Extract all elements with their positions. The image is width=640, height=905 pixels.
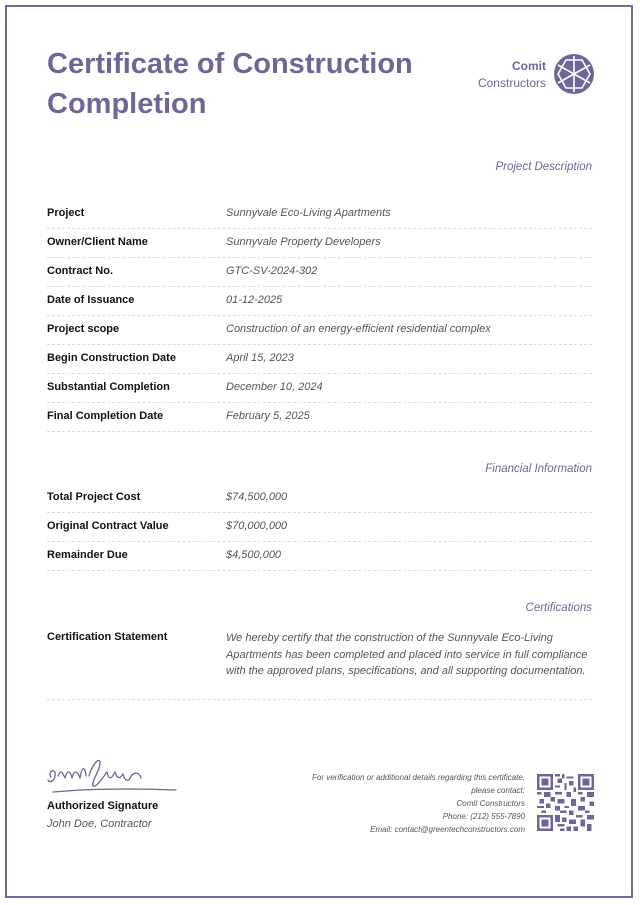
- row-label: Total Project Cost: [47, 491, 141, 503]
- verification-contact-block: [265, 771, 525, 836]
- row-label: Begin Construction Date: [47, 352, 176, 364]
- table-row: [47, 200, 592, 229]
- row-value: December 10, 2024: [226, 381, 323, 393]
- row-label: Original Contract Value: [47, 520, 169, 532]
- table-row: [47, 229, 592, 258]
- row-label: Contract No.: [47, 265, 113, 277]
- brand-name: Comit: [512, 59, 546, 73]
- row-label: Date of Issuance: [47, 294, 135, 306]
- row-label: Remainder Due: [47, 549, 128, 561]
- signatory-name: John Doe, Contractor: [47, 818, 152, 830]
- table-row: [47, 374, 592, 403]
- row-value: 01-12-2025: [226, 294, 283, 306]
- table-row: [47, 258, 592, 287]
- verification-company: Comit Constructors: [456, 799, 525, 808]
- table-row: [47, 542, 592, 571]
- table-row: [47, 403, 592, 432]
- row-value: GTC-SV-2024-302: [226, 265, 318, 277]
- table-row: [47, 626, 592, 700]
- row-value: $70,000,000: [226, 520, 288, 532]
- section-label-financial-information: Financial Information: [485, 463, 592, 475]
- row-label: Project scope: [47, 323, 120, 335]
- row-value: Sunnyvale Property Developers: [226, 236, 381, 248]
- row-label: Project: [47, 207, 85, 219]
- table-row: [47, 345, 592, 374]
- row-label: Owner/Client Name: [47, 236, 148, 248]
- table-row: [47, 316, 592, 345]
- qr-code-icon: [537, 774, 594, 831]
- row-value: $74,500,000: [226, 491, 288, 503]
- table-row: [47, 287, 592, 316]
- table-row: [47, 513, 592, 542]
- row-value: $4,500,000: [226, 549, 282, 561]
- signature-title: Authorized Signature: [47, 800, 159, 812]
- row-value: Construction of an energy-efficient residential complex: [226, 323, 491, 335]
- page-title: Certificate of Construction Completion: [47, 48, 413, 120]
- row-label: Final Completion Date: [47, 410, 164, 422]
- brand: [478, 58, 546, 92]
- row-value: February 5, 2025: [226, 410, 310, 422]
- row-label: Substantial Completion: [47, 381, 170, 393]
- section-label-project-description: Project Description: [495, 161, 592, 173]
- verification-email: Email: contact@greentechconstructors.com: [370, 825, 525, 834]
- brand-subtitle: Constructors: [477, 76, 546, 90]
- certification-statement-text: We hereby certify that the construction of the Sunnyvale Eco-Living Apartments has been completed and placed into service in full compliance with the approved plans, specifications, and all supporting documentation.: [226, 632, 588, 677]
- row-label: Certification Statement: [47, 631, 168, 643]
- verification-note-contact: please contact:: [471, 786, 525, 795]
- verification-phone: Phone: (212) 555-7890: [442, 812, 525, 821]
- row-value: April 15, 2023: [226, 352, 294, 364]
- section-label-certifications: Certifications: [525, 602, 592, 614]
- table-row: [47, 484, 592, 513]
- handwritten-signature: [45, 752, 180, 798]
- row-value: Sunnyvale Eco-Living Apartments: [226, 207, 391, 219]
- geometric-cube-logo-icon: [553, 53, 595, 95]
- verification-note: For verification or additional details regarding this certificate,: [312, 773, 525, 782]
